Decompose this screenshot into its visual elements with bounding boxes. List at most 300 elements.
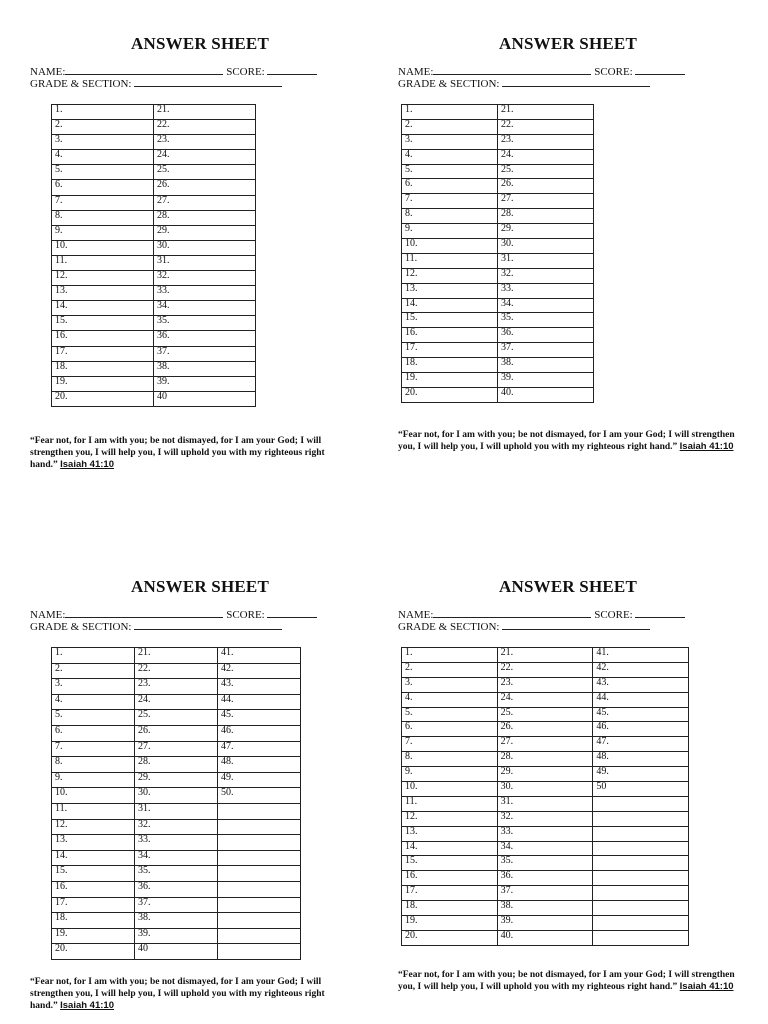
bible-quote [398, 969, 738, 993]
quote-reference: Isaiah 41:10 [679, 981, 734, 992]
answer-cell[interactable]: 16. [402, 328, 498, 343]
answer-cell[interactable]: 24. [498, 149, 594, 164]
answer-cell[interactable]: 33. [497, 826, 593, 841]
table-row [52, 361, 256, 376]
bible-quote [398, 429, 738, 453]
answer-table [51, 647, 301, 960]
table-row [402, 149, 594, 164]
answer-cell[interactable]: 23. [497, 677, 593, 692]
answer-cell[interactable]: 24. [135, 694, 218, 710]
table-row [52, 391, 256, 406]
table-row [52, 710, 301, 726]
answer-cell[interactable] [593, 886, 689, 901]
answer-cell[interactable]: 26. [135, 725, 218, 741]
table-row [402, 373, 594, 388]
answer-cell[interactable]: 25. [498, 164, 594, 179]
table-row [402, 253, 594, 268]
answer-cell[interactable]: 20. [402, 930, 498, 945]
answer-cell[interactable]: 29. [497, 767, 593, 782]
answer-cell[interactable]: 15. [52, 316, 154, 331]
answer-cell[interactable]: 34. [497, 841, 593, 856]
table-row [52, 725, 301, 741]
answer-cell[interactable]: 25. [154, 165, 256, 180]
answer-cell[interactable]: 2. [402, 662, 498, 677]
answer-cell[interactable]: 27. [497, 737, 593, 752]
answer-cell[interactable]: 31. [497, 796, 593, 811]
answer-cell[interactable]: 22. [154, 120, 256, 135]
answer-table [401, 104, 594, 403]
answer-cell[interactable]: 10. [52, 240, 154, 255]
answer-cell[interactable]: 8. [52, 757, 135, 773]
name-label: NAME: [30, 609, 66, 621]
table-row [402, 811, 689, 826]
answer-cell[interactable]: 47. [593, 737, 689, 752]
answer-cell[interactable]: 1. [402, 105, 498, 120]
answer-cell[interactable]: 20. [402, 387, 498, 402]
answer-cell[interactable]: 7. [52, 195, 154, 210]
answer-cell[interactable]: 17. [402, 343, 498, 358]
table-row [52, 944, 301, 960]
answer-cell[interactable]: 41. [593, 648, 689, 663]
answer-cell[interactable]: 48. [218, 757, 301, 773]
answer-cell[interactable]: 30. [498, 239, 594, 254]
table-row [52, 105, 256, 120]
quote-text: “Fear not, for I am with you; be not dismayed, for I am your God; I will strengthen you, I will help you, I will uphold you with my righteous right hand.” [398, 430, 735, 452]
answer-cell[interactable]: 49. [593, 767, 689, 782]
answer-cell[interactable]: 19. [402, 373, 498, 388]
table-row [52, 850, 301, 866]
answer-cell[interactable]: 5. [52, 165, 154, 180]
answer-cell[interactable]: 3. [52, 679, 135, 695]
answer-cell[interactable]: 32. [498, 268, 594, 283]
answer-cell[interactable]: 17. [52, 897, 135, 913]
answer-cell[interactable]: 8. [52, 210, 154, 225]
answer-cell[interactable]: 29. [135, 772, 218, 788]
table-row [52, 663, 301, 679]
answer-cell[interactable] [218, 803, 301, 819]
answer-cell[interactable]: 1. [52, 648, 135, 664]
answer-sheet-4 [398, 577, 743, 1017]
answer-cell[interactable] [218, 944, 301, 960]
answer-cell[interactable]: 42. [218, 663, 301, 679]
answer-cell[interactable]: 22. [497, 662, 593, 677]
answer-cell[interactable] [593, 916, 689, 931]
answer-cell[interactable]: 10. [402, 782, 498, 797]
score-label: SCORE: [594, 66, 633, 78]
answer-cell[interactable]: 13. [52, 835, 135, 851]
answer-cell[interactable]: 34. [498, 298, 594, 313]
answer-cell[interactable]: 18. [52, 361, 154, 376]
sheet-title: ANSWER SHEET [131, 34, 269, 53]
answer-cell[interactable]: 14. [402, 841, 498, 856]
name-label: NAME: [30, 66, 66, 78]
table-row [402, 662, 689, 677]
table-row [402, 164, 594, 179]
answer-cell[interactable]: 3. [402, 134, 498, 149]
table-row [402, 856, 689, 871]
answer-cell[interactable] [218, 850, 301, 866]
table-row [52, 803, 301, 819]
answer-cell[interactable]: 14. [402, 298, 498, 313]
answer-cell[interactable]: 33. [498, 283, 594, 298]
table-row [402, 105, 594, 120]
score-label: SCORE: [594, 609, 633, 621]
answer-cell[interactable]: 7. [52, 741, 135, 757]
answer-cell[interactable]: 36. [135, 881, 218, 897]
table-row [52, 331, 256, 346]
answer-cell[interactable]: 23. [154, 135, 256, 150]
answer-cell[interactable]: 50 [593, 782, 689, 797]
table-row [52, 694, 301, 710]
table-row [402, 648, 689, 663]
answer-cell[interactable]: 5. [402, 164, 498, 179]
answer-cell[interactable]: 17. [402, 886, 498, 901]
answer-cell[interactable] [593, 841, 689, 856]
table-row [52, 679, 301, 695]
quote-reference: Isaiah 41:10 [60, 459, 114, 470]
answer-cell[interactable]: 36. [154, 331, 256, 346]
answer-cell[interactable]: 19. [402, 916, 498, 931]
answer-cell[interactable]: 25. [135, 710, 218, 726]
answer-cell[interactable]: 18. [402, 358, 498, 373]
answer-cell[interactable]: 9. [402, 767, 498, 782]
answer-cell[interactable]: 10. [52, 788, 135, 804]
answer-cell[interactable]: 5. [52, 710, 135, 726]
answer-cell[interactable]: 4. [402, 692, 498, 707]
sheet-title: ANSWER SHEET [499, 34, 637, 53]
name-field[interactable] [433, 65, 591, 75]
answer-cell[interactable]: 38. [498, 358, 594, 373]
table-row [402, 209, 594, 224]
answer-cell[interactable]: 7. [402, 194, 498, 209]
answer-cell[interactable]: 12. [402, 268, 498, 283]
answer-cell[interactable]: 37. [154, 346, 256, 361]
answer-cell[interactable]: 9. [402, 224, 498, 239]
table-row [52, 301, 256, 316]
grade-section-field[interactable] [134, 77, 282, 87]
grade-section-line [398, 620, 650, 634]
table-row [52, 180, 256, 195]
table-row [52, 757, 301, 773]
answer-cell[interactable]: 37. [497, 886, 593, 901]
answer-cell[interactable]: 45. [593, 707, 689, 722]
answer-cell[interactable] [218, 819, 301, 835]
answer-cell[interactable]: 3. [52, 135, 154, 150]
answer-cell[interactable]: 24. [497, 692, 593, 707]
table-row [402, 194, 594, 209]
answer-cell[interactable]: 32. [154, 271, 256, 286]
answer-cell[interactable]: 38. [135, 913, 218, 929]
answer-cell[interactable] [218, 835, 301, 851]
answer-cell[interactable]: 27. [498, 194, 594, 209]
table-row [402, 886, 689, 901]
table-row [402, 179, 594, 194]
answer-cell[interactable]: 18. [402, 901, 498, 916]
answer-cell[interactable]: 23. [135, 679, 218, 695]
bible-quote [30, 435, 350, 471]
answer-cell[interactable]: 28. [154, 210, 256, 225]
grade-section-field[interactable] [502, 620, 650, 630]
score-field[interactable] [635, 608, 685, 618]
answer-cell[interactable]: 45. [218, 710, 301, 726]
table-row [52, 741, 301, 757]
answer-cell[interactable]: 6. [52, 725, 135, 741]
table-row [402, 358, 594, 373]
answer-cell[interactable]: 41. [218, 648, 301, 664]
answer-cell[interactable]: 36. [497, 871, 593, 886]
grade-section-label: GRADE & SECTION: [30, 621, 132, 633]
answer-cell[interactable]: 22. [135, 663, 218, 679]
answer-cell[interactable] [593, 856, 689, 871]
answer-cell[interactable]: 19. [52, 376, 154, 391]
answer-cell[interactable]: 10. [402, 239, 498, 254]
answer-cell[interactable]: 11. [52, 255, 154, 270]
table-row [402, 328, 594, 343]
answer-cell[interactable]: 43. [593, 677, 689, 692]
answer-cell[interactable]: 37. [135, 897, 218, 913]
answer-cell[interactable]: 14. [52, 850, 135, 866]
answer-cell[interactable]: 43. [218, 679, 301, 695]
answer-cell[interactable]: 21. [498, 105, 594, 120]
answer-cell[interactable] [593, 796, 689, 811]
grade-section-field[interactable] [134, 620, 282, 630]
answer-cell[interactable]: 28. [135, 757, 218, 773]
answer-cell[interactable]: 35. [135, 866, 218, 882]
answer-cell[interactable] [218, 913, 301, 929]
table-row [52, 772, 301, 788]
answer-cell[interactable] [218, 881, 301, 897]
answer-cell[interactable]: 9. [52, 225, 154, 240]
answer-cell[interactable]: 4. [52, 150, 154, 165]
answer-cell[interactable]: 49. [218, 772, 301, 788]
answer-cell[interactable]: 34. [154, 301, 256, 316]
score-field[interactable] [635, 65, 685, 75]
answer-cell[interactable]: 24. [154, 150, 256, 165]
grade-section-label: GRADE & SECTION: [398, 78, 500, 90]
answer-cell[interactable]: 44. [218, 694, 301, 710]
table-row [402, 224, 594, 239]
answer-cell[interactable]: 5. [402, 707, 498, 722]
answer-cell[interactable] [218, 897, 301, 913]
answer-cell[interactable] [593, 901, 689, 916]
answer-cell[interactable]: 31. [498, 253, 594, 268]
answer-cell[interactable]: 39. [498, 373, 594, 388]
table-row [402, 916, 689, 931]
answer-cell[interactable]: 40. [497, 930, 593, 945]
table-row [52, 376, 256, 391]
answer-cell[interactable]: 8. [402, 752, 498, 767]
answer-cell[interactable]: 46. [593, 722, 689, 737]
answer-table [51, 104, 256, 407]
quote-reference: Isaiah 41:10 [60, 1000, 114, 1011]
answer-sheet-1 [30, 34, 370, 484]
grade-section-label: GRADE & SECTION: [30, 78, 132, 90]
table-row [52, 120, 256, 135]
answer-cell[interactable]: 13. [52, 286, 154, 301]
answer-cell[interactable]: 16. [52, 881, 135, 897]
score-label: SCORE: [226, 66, 265, 78]
answer-cell[interactable]: 39. [154, 376, 256, 391]
answer-cell[interactable] [218, 866, 301, 882]
name-field[interactable] [433, 608, 591, 618]
name-field[interactable] [65, 65, 223, 75]
score-field[interactable] [267, 65, 317, 75]
answer-cell[interactable]: 40 [154, 391, 256, 406]
answer-cell[interactable]: 2. [402, 119, 498, 134]
table-row [52, 913, 301, 929]
answer-cell[interactable]: 37. [498, 343, 594, 358]
answer-cell[interactable]: 8. [402, 209, 498, 224]
table-row [402, 343, 594, 358]
name-field[interactable] [65, 608, 223, 618]
answer-cell[interactable]: 40 [135, 944, 218, 960]
answer-cell[interactable]: 2. [52, 663, 135, 679]
answer-cell[interactable]: 26. [497, 722, 593, 737]
answer-sheet-2 [398, 34, 743, 484]
answer-cell[interactable]: 14. [52, 301, 154, 316]
answer-cell[interactable]: 21. [135, 648, 218, 664]
answer-cell[interactable]: 1. [52, 105, 154, 120]
score-field[interactable] [267, 608, 317, 618]
table-row [52, 271, 256, 286]
table-row [402, 283, 594, 298]
answer-cell[interactable] [593, 826, 689, 841]
table-row [402, 268, 594, 283]
answer-cell[interactable] [218, 928, 301, 944]
table-row [52, 210, 256, 225]
answer-cell[interactable]: 27. [154, 195, 256, 210]
table-row [402, 298, 594, 313]
answer-cell[interactable]: 15. [52, 866, 135, 882]
answer-cell[interactable]: 20. [52, 944, 135, 960]
answer-cell[interactable]: 28. [497, 752, 593, 767]
table-row [402, 134, 594, 149]
answer-cell[interactable]: 30. [154, 240, 256, 255]
answer-cell[interactable]: 34. [135, 850, 218, 866]
sheet-title: ANSWER SHEET [499, 577, 637, 596]
answer-cell[interactable]: 19. [52, 928, 135, 944]
table-row [52, 346, 256, 361]
answer-cell[interactable]: 3. [402, 677, 498, 692]
table-row [402, 692, 689, 707]
answer-cell[interactable]: 50. [218, 788, 301, 804]
answer-cell[interactable]: 18. [52, 913, 135, 929]
answer-cell[interactable]: 22. [498, 119, 594, 134]
answer-cell[interactable]: 4. [402, 149, 498, 164]
answer-cell[interactable]: 13. [402, 826, 498, 841]
answer-cell[interactable]: 35. [498, 313, 594, 328]
quote-text: “Fear not, for I am with you; be not dismayed, for I am your God; I will strengthen you, I will help you, I will uphold you with my righteous right hand.” [30, 436, 325, 470]
answer-cell[interactable]: 29. [498, 224, 594, 239]
table-row [402, 677, 689, 692]
answer-cell[interactable]: 12. [52, 819, 135, 835]
answer-cell[interactable]: 33. [135, 835, 218, 851]
answer-cell[interactable]: 15. [402, 313, 498, 328]
answer-cell[interactable]: 16. [402, 871, 498, 886]
grade-section-field[interactable] [502, 77, 650, 87]
answer-cell[interactable]: 25. [497, 707, 593, 722]
answer-cell[interactable]: 35. [497, 856, 593, 871]
answer-cell[interactable]: 23. [498, 134, 594, 149]
table-row [52, 135, 256, 150]
answer-cell[interactable]: 20. [52, 391, 154, 406]
table-row [402, 930, 689, 945]
answer-table [401, 647, 689, 946]
answer-cell[interactable]: 27. [135, 741, 218, 757]
answer-cell[interactable]: 44. [593, 692, 689, 707]
answer-cell[interactable]: 17. [52, 346, 154, 361]
answer-cell[interactable]: 12. [52, 271, 154, 286]
answer-cell[interactable]: 32. [497, 811, 593, 826]
answer-cell[interactable] [593, 811, 689, 826]
answer-cell[interactable]: 11. [52, 803, 135, 819]
table-row [52, 240, 256, 255]
answer-cell[interactable]: 2. [52, 120, 154, 135]
answer-cell[interactable]: 6. [52, 180, 154, 195]
table-row [402, 737, 689, 752]
answer-cell[interactable]: 32. [135, 819, 218, 835]
answer-cell[interactable]: 48. [593, 752, 689, 767]
name-label: NAME: [398, 66, 434, 78]
answer-cell[interactable]: 30. [135, 788, 218, 804]
answer-cell[interactable]: 6. [402, 722, 498, 737]
answer-cell[interactable] [593, 930, 689, 945]
answer-cell[interactable]: 35. [154, 316, 256, 331]
answer-cell[interactable]: 6. [402, 179, 498, 194]
answer-cell[interactable]: 39. [135, 928, 218, 944]
answer-cell[interactable]: 11. [402, 796, 498, 811]
answer-cell[interactable]: 13. [402, 283, 498, 298]
answer-cell[interactable]: 16. [52, 331, 154, 346]
quote-reference: Isaiah 41:10 [679, 441, 734, 452]
answer-cell[interactable]: 26. [498, 179, 594, 194]
answer-cell[interactable]: 21. [497, 648, 593, 663]
answer-cell[interactable]: 4. [52, 694, 135, 710]
table-row [402, 239, 594, 254]
answer-cell[interactable]: 38. [154, 361, 256, 376]
name-label: NAME: [398, 609, 434, 621]
table-row [402, 387, 594, 402]
answer-cell[interactable] [593, 871, 689, 886]
answer-cell[interactable]: 33. [154, 286, 256, 301]
answer-cell[interactable]: 9. [52, 772, 135, 788]
answer-cell[interactable]: 29. [154, 225, 256, 240]
table-row [52, 881, 301, 897]
answer-cell[interactable]: 11. [402, 253, 498, 268]
table-row [402, 752, 689, 767]
answer-cell[interactable]: 38. [497, 901, 593, 916]
answer-cell[interactable]: 47. [218, 741, 301, 757]
answer-cell[interactable]: 31. [135, 803, 218, 819]
answer-cell[interactable]: 46. [218, 725, 301, 741]
answer-cell[interactable]: 40. [498, 387, 594, 402]
answer-cell[interactable]: 42. [593, 662, 689, 677]
score-label: SCORE: [226, 609, 265, 621]
answer-cell[interactable]: 28. [498, 209, 594, 224]
answer-cell[interactable]: 1. [402, 648, 498, 663]
quote-text: “Fear not, for I am with you; be not dismayed, for I am your God; I will strengthen you, I will help you, I will uphold you with my righteous right hand.” [30, 977, 325, 1011]
answer-cell[interactable]: 30. [497, 782, 593, 797]
answer-cell[interactable]: 7. [402, 737, 498, 752]
answer-cell[interactable]: 12. [402, 811, 498, 826]
table-row [402, 313, 594, 328]
answer-cell[interactable]: 31. [154, 255, 256, 270]
answer-cell[interactable]: 36. [498, 328, 594, 343]
answer-cell[interactable]: 15. [402, 856, 498, 871]
answer-cell[interactable]: 39. [497, 916, 593, 931]
answer-cell[interactable]: 21. [154, 105, 256, 120]
answer-cell[interactable]: 26. [154, 180, 256, 195]
